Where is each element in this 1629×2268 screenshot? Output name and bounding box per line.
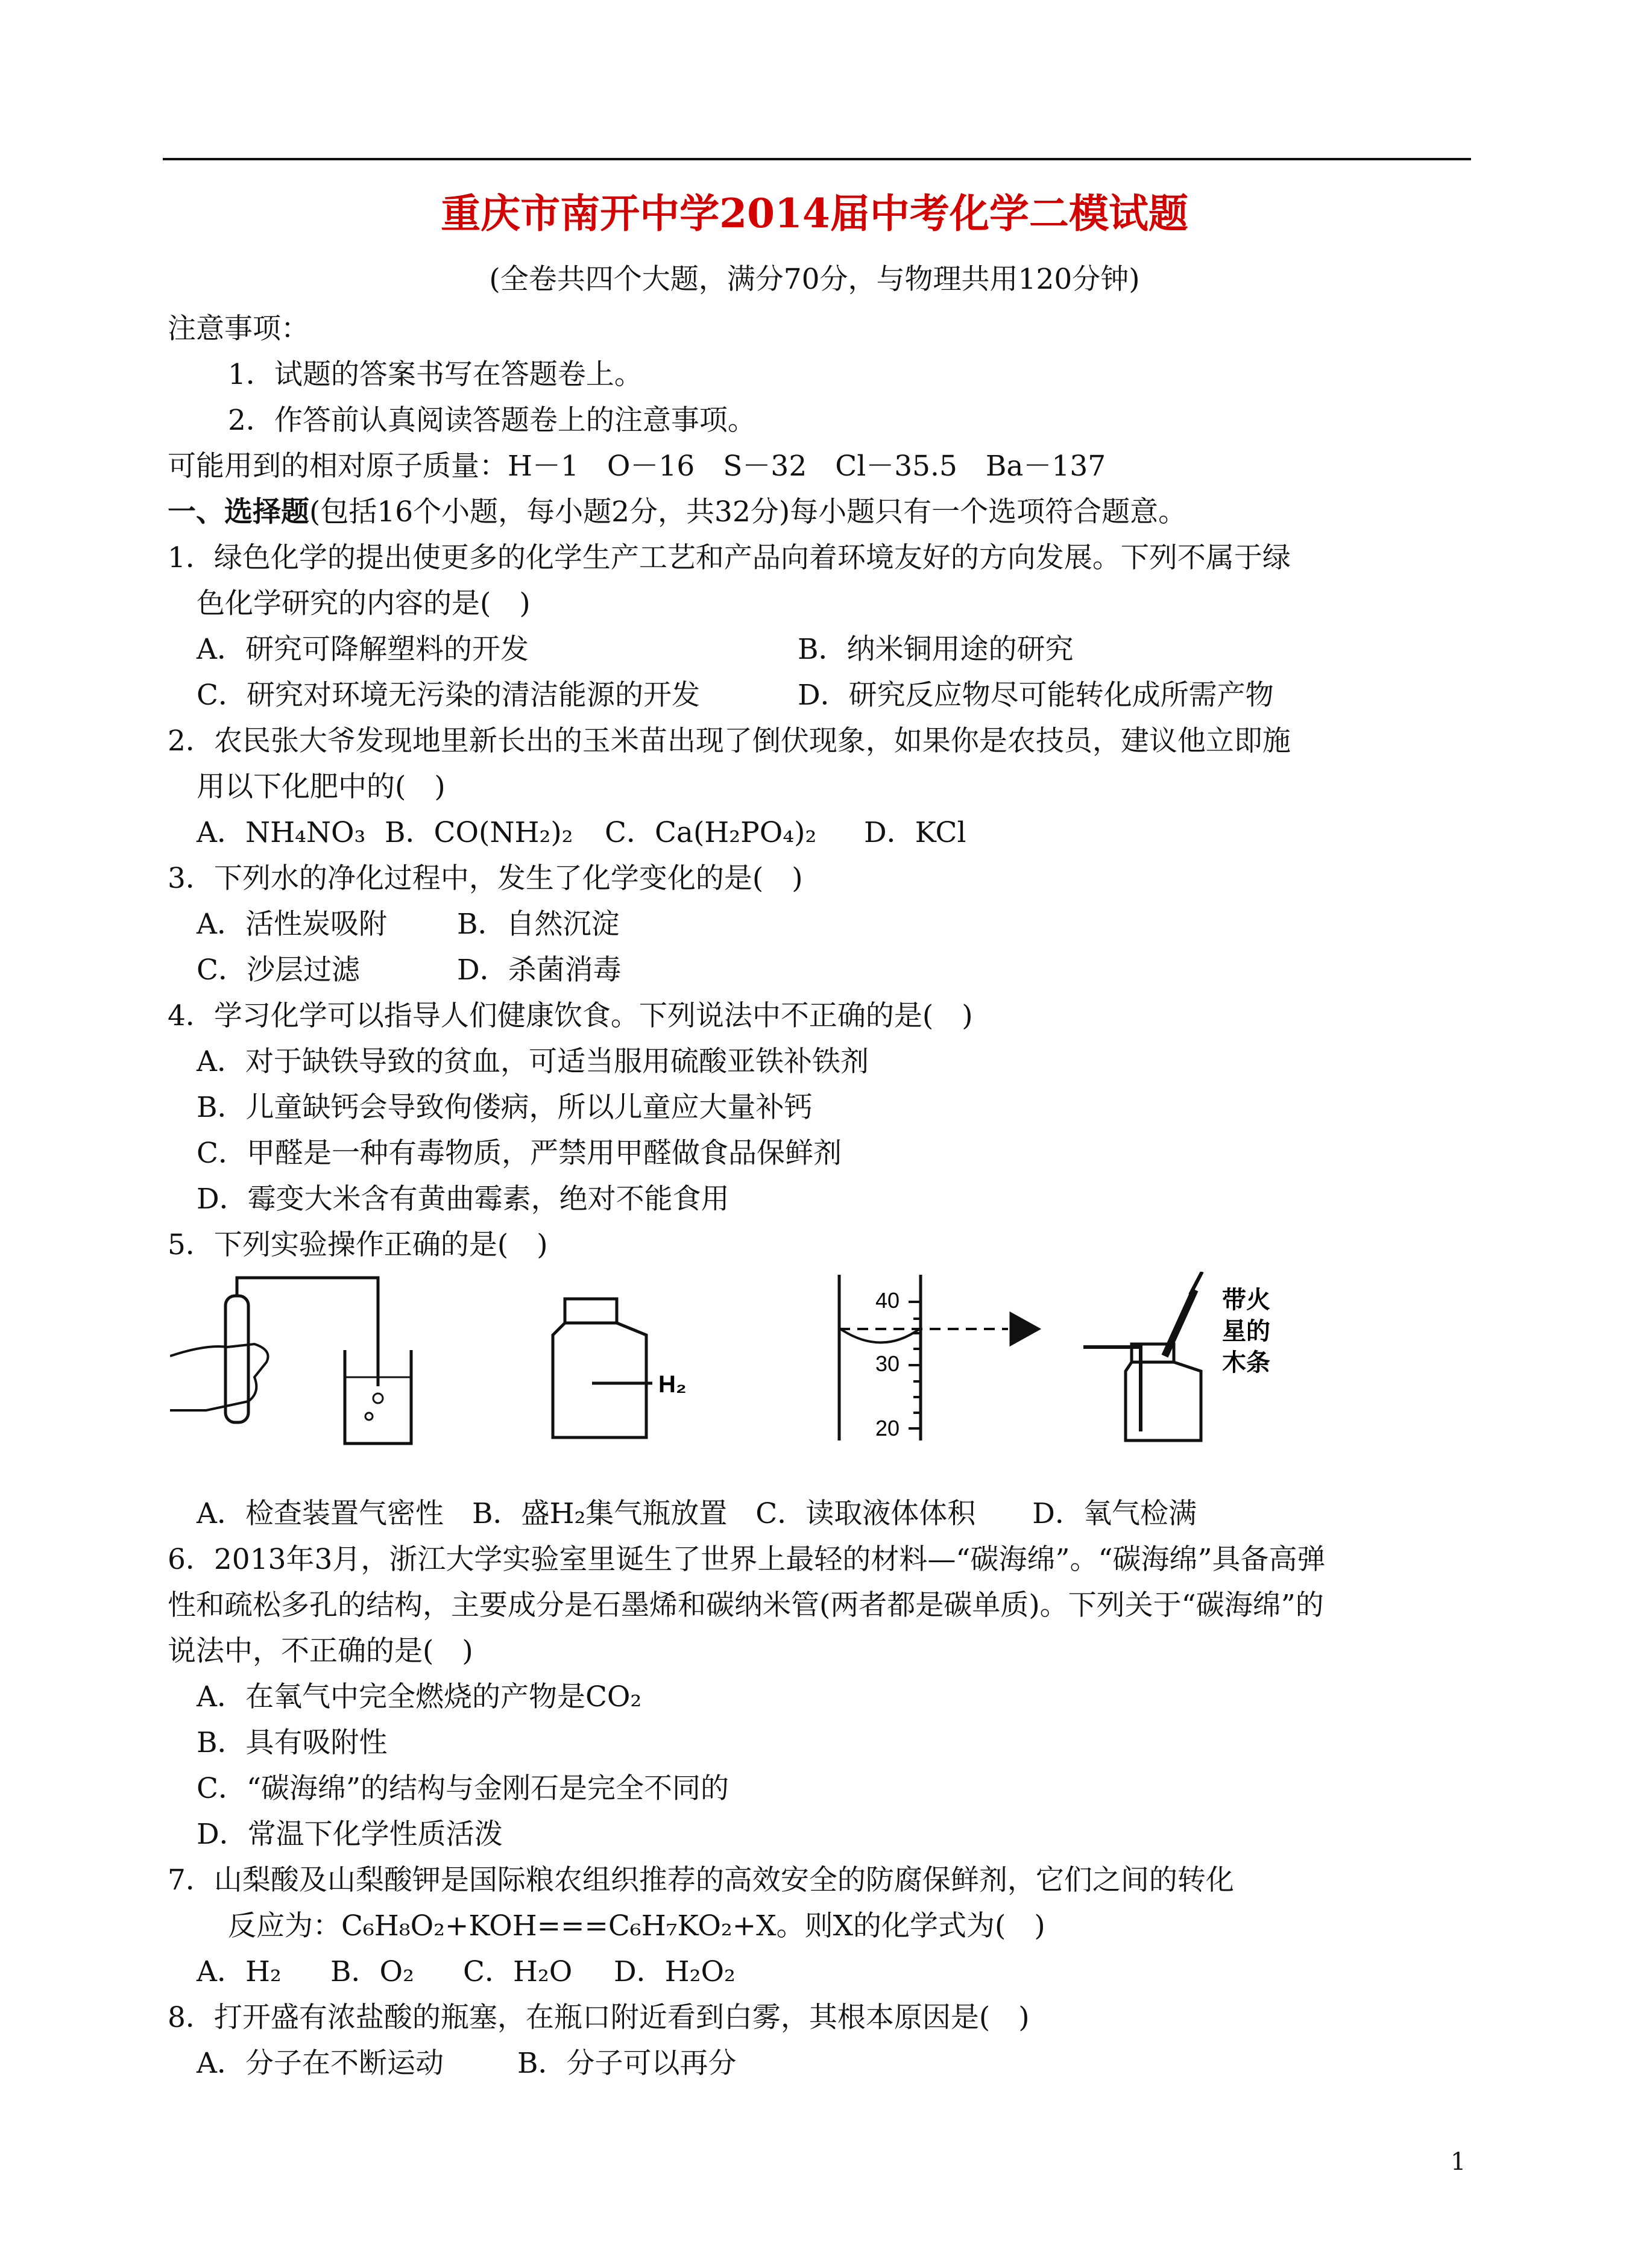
q6-option-c: C．“碳海绵”的结构与金刚石是完全不同的 bbox=[197, 1772, 729, 1805]
fig-c-tick-20: 20 bbox=[875, 1416, 900, 1440]
page-title: 重庆市南开中学2014届中考化学二模试题 bbox=[441, 190, 1188, 237]
fig-c-tick-40: 40 bbox=[875, 1288, 900, 1313]
q8-option-a: A．分子在不断运动 bbox=[197, 2047, 444, 2080]
q2-option-b: B．CO(NH₂)₂ bbox=[385, 816, 573, 849]
notice-item-2: 2．作答前认真阅读答题卷上的注意事项。 bbox=[228, 404, 756, 437]
q4-option-a: A．对于缺铁导致的贫血，可适当服用硫酸亚铁补铁剂 bbox=[197, 1045, 869, 1078]
q1-option-a: A．研究可降解塑料的开发 bbox=[197, 633, 529, 666]
q1-stem-line2: 色化学研究的内容的是( ) bbox=[197, 587, 531, 620]
q4-option-d: D．霉变大米含有黄曲霉素，绝对不能食用 bbox=[197, 1183, 729, 1216]
q3-option-b: B．自然沉淀 bbox=[457, 908, 620, 941]
fig-b-gas-bottle bbox=[553, 1299, 652, 1437]
header-rule bbox=[163, 158, 1471, 160]
q3-stem: 3．下列水的净化过程中，发生了化学变化的是( ) bbox=[168, 862, 803, 895]
q2-option-a: A．NH₄NO₃ bbox=[197, 816, 366, 849]
q7-option-d: D．H₂O₂ bbox=[614, 1955, 736, 1988]
q4-option-b: B．儿童缺钙会导致佝偻病，所以儿童应大量补钙 bbox=[197, 1091, 813, 1124]
q1-stem-line1: 1．绿色化学的提出使更多的化学生产工艺和产品向着环境友好的方向发展。下列不属于绿 bbox=[168, 541, 1291, 574]
fig-a-airtight-check bbox=[170, 1278, 411, 1443]
q3-option-a: A．活性炭吸附 bbox=[197, 908, 387, 941]
q4-stem: 4．学习化学可以指导人们健康饮食。下列说法中不正确的是( ) bbox=[168, 999, 973, 1032]
q3-option-d: D．杀菌消毒 bbox=[457, 953, 622, 987]
q1-option-d: D．研究反应物尽可能转化成所需产物 bbox=[798, 679, 1274, 712]
q2-stem-line1: 2．农民张大爷发现地里新长出的玉米苗出现了倒伏现象，如果你是农技员，建议他立即施 bbox=[168, 724, 1291, 758]
q6-stem-line2: 性和疏松多孔的结构，主要成分是石墨烯和碳纳米管(两者都是碳单质)。下列关于“碳海绵”的 bbox=[168, 1589, 1324, 1622]
fig-d-splint-label-2: 星的 bbox=[1222, 1318, 1270, 1345]
q5-stem: 5．下列实验操作正确的是( ) bbox=[168, 1228, 548, 1261]
q2-option-d: D．KCl bbox=[864, 816, 966, 849]
q1-option-c: C．研究对环境无污染的清洁能源的开发 bbox=[197, 679, 700, 712]
fig-c-cylinder bbox=[839, 1275, 1038, 1440]
q7-stem-line2: 反应为：C₆H₈O₂+KOH===C₆H₇KO₂+X。则X的化学式为( ) bbox=[228, 1909, 1045, 1943]
page-subtitle: (全卷共四个大题，满分70分，与物理共用120分钟) bbox=[489, 263, 1140, 296]
q8-option-b: B．分子可以再分 bbox=[517, 2047, 737, 2080]
fig-c-tick-30: 30 bbox=[875, 1351, 900, 1376]
q6-option-d: D．常温下化学性质活泼 bbox=[197, 1818, 503, 1851]
fig-b-h2-label: H₂ bbox=[658, 1371, 687, 1398]
fig-d-oxygen-check bbox=[1083, 1272, 1202, 1440]
atomic-masses: 可能用到的相对原子质量：H－1 O－16 S－32 Cl－35.5 Ba－137 bbox=[168, 450, 1106, 483]
section-heading bbox=[168, 493, 1186, 532]
q6-stem-line1: 6．2013年3月，浙江大学实验室里诞生了世界上最轻的材料—“碳海绵”。“碳海绵”具备高弹 bbox=[168, 1543, 1326, 1576]
page-number: 1 bbox=[1451, 2148, 1466, 2176]
q7-option-c: C．H₂O bbox=[463, 1955, 573, 1988]
notice-heading: 注意事项： bbox=[168, 312, 309, 345]
q7-option-a: A．H₂ bbox=[197, 1955, 282, 1988]
q5-figures bbox=[170, 1272, 1291, 1453]
fig-d-splint-label-3: 木条 bbox=[1222, 1349, 1270, 1377]
q6-option-b: B．具有吸附性 bbox=[197, 1726, 388, 1759]
q7-stem-line1: 7．山梨酸及山梨酸钾是国际粮农组织推荐的高效安全的防腐保鲜剂，它们之间的转化 bbox=[168, 1864, 1234, 1897]
q4-option-c: C．甲醛是一种有毒物质，严禁用甲醛做食品保鲜剂 bbox=[197, 1137, 842, 1170]
q1-option-b: B．纳米铜用途的研究 bbox=[798, 633, 1074, 666]
q2-option-c: C．Ca(H₂PO₄)₂ bbox=[605, 816, 817, 849]
q3-option-c: C．沙层过滤 bbox=[197, 953, 360, 987]
section-desc: (包括16个小题，每小题2分，共32分)每小题只有一个选项符合题意。 bbox=[309, 495, 1187, 529]
q5-options: A．检查装置气密性 B．盛H₂集气瓶放置 C．读取液体体积 D．氧气检满 bbox=[197, 1497, 1197, 1530]
q2-stem-line2: 用以下化肥中的( ) bbox=[197, 770, 446, 803]
fig-d-splint-label-1: 带火 bbox=[1222, 1286, 1270, 1314]
notice-item-1: 1．试题的答案书写在答题卷上。 bbox=[228, 358, 643, 391]
section-label: 一、选择题 bbox=[168, 495, 309, 529]
q6-option-a: A．在氧气中完全燃烧的产物是CO₂ bbox=[197, 1680, 642, 1714]
q7-option-b: B．O₂ bbox=[330, 1955, 414, 1988]
q8-stem: 8．打开盛有浓盐酸的瓶塞，在瓶口附近看到白雾，其根本原因是( ) bbox=[168, 2001, 1030, 2034]
q6-stem-line3: 说法中，不正确的是( ) bbox=[168, 1635, 473, 1668]
